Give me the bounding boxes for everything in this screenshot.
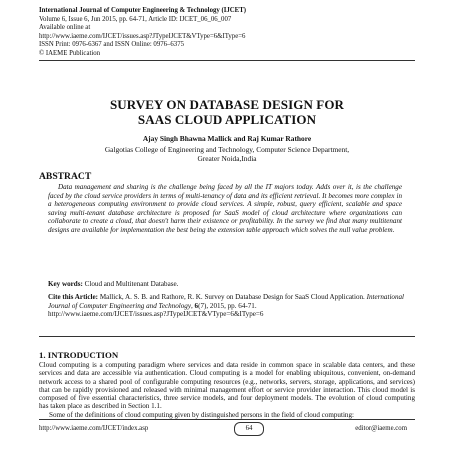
keywords-label: Key words: [48,280,83,288]
cite-label: Cite this Article: [48,293,99,301]
affiliation-line-1: Galgotias College of Engineering and Technology, Computer Science Department, [104,145,350,154]
footer-divider [39,419,415,420]
journal-header [39,7,419,59]
paper-title [39,97,415,127]
header-divider [39,60,415,61]
introduction-body [39,361,415,419]
keywords [48,280,402,289]
cite-text-1: Mallick, A. S. B. and Rathore, R. K. Survey on Database Design for SaaS Cloud Application. [98,293,367,301]
introduction-heading: 1. INTRODUCTION [39,350,119,360]
title-line-1: SURVEY ON DATABASE DESIGN FOR [109,97,345,112]
abstract-heading: ABSTRACT [39,171,92,182]
intro-paragraph-2: Some of the definitions of cloud computing given by distinguished persons in the field of cloud computing: [49,410,354,419]
page-footer [39,422,415,436]
abstract-body: Data management and sharing is the challenge being faced by all the IT majors today. Adds over it, is the challenge faced by the cloud service providers in terms of multi-tenancy of data and its efficient retrieval. It becomes more complex in a heterogeneous computing environment to provide cloud services. A simple, robust, query efficient, scalable and space saving multi-tenant database architecture is proposed for SaaS model of cloud architecture where organizations can collaborate to create a cloud, that doesn't harm their existence or profitability. In the survey we find that many multitenant designs are available for implementation the best being the extension table approach which solves the null value problem. [48,183,402,234]
cite-volume: 6 [194,301,199,310]
intro-paragraph-1: Cloud computing is a computing paradigm where services and data reside in common space in scalable data centers, and these services and data are accessible via authentication. Cloud computing is a model for enabling ubiquitous, convenient, on-demand network access to a shared pool of configurable computing resources (e.g., networks, servers, storage, applications, and services) that can be rapidly provisioned and released with minimal management effort or service provider interaction. This cloud model is composed of five essential characteristics, three service models, and four deployment models. The evolution of cloud computing has taken place as described in Section 1.1. [39,361,415,411]
cite-text-2: , [190,301,195,310]
abstract-divider [39,336,415,337]
page-number: 64 [234,422,264,436]
affiliation [39,145,415,163]
affiliation-line-2: Greater Noida,India [197,154,257,163]
authors: Ajay Singh Bhawna Mallick and Raj Kumar Rathore [142,134,312,143]
title-line-2: SAAS CLOUD APPLICATION [137,112,317,127]
volume-line: Volume 6, Issue 6, Jun 2015, pp. 64-71, Article ID: IJCET_06_06_007 [39,15,232,23]
copyright-line: © IAEME Publication [39,49,101,57]
journal-title: International Journal of Computer Engineering & Technology (IJCET) [39,7,247,14]
issn-line: ISSN Print: 0976-6367 and ISSN Online: 0976–6375 [39,41,185,49]
cite-url-link[interactable]: http://www.iaeme.com/IJCET/issues.asp?JTypeIJCET&VType=6&IType=6 [48,310,264,319]
available-online-label: Available online at [39,24,91,32]
footer-email-link[interactable]: editor@iaeme.com [355,425,407,432]
citation [48,293,408,319]
footer-url-link[interactable]: http://www.iaeme.com/IJCET/index.asp [39,425,149,432]
keywords-value: Cloud and Multitenant Database. [82,280,179,288]
cite-text-3: (7), 2015, pp. 64-71. [198,301,257,310]
cite-journal: International Journal of Computer Engineering and Technology [48,293,405,310]
issue-url-link[interactable]: http://www.iaeme.com/IJCET/issues.asp?JTypeIJCET&VType=6&IType=6 [39,32,246,40]
